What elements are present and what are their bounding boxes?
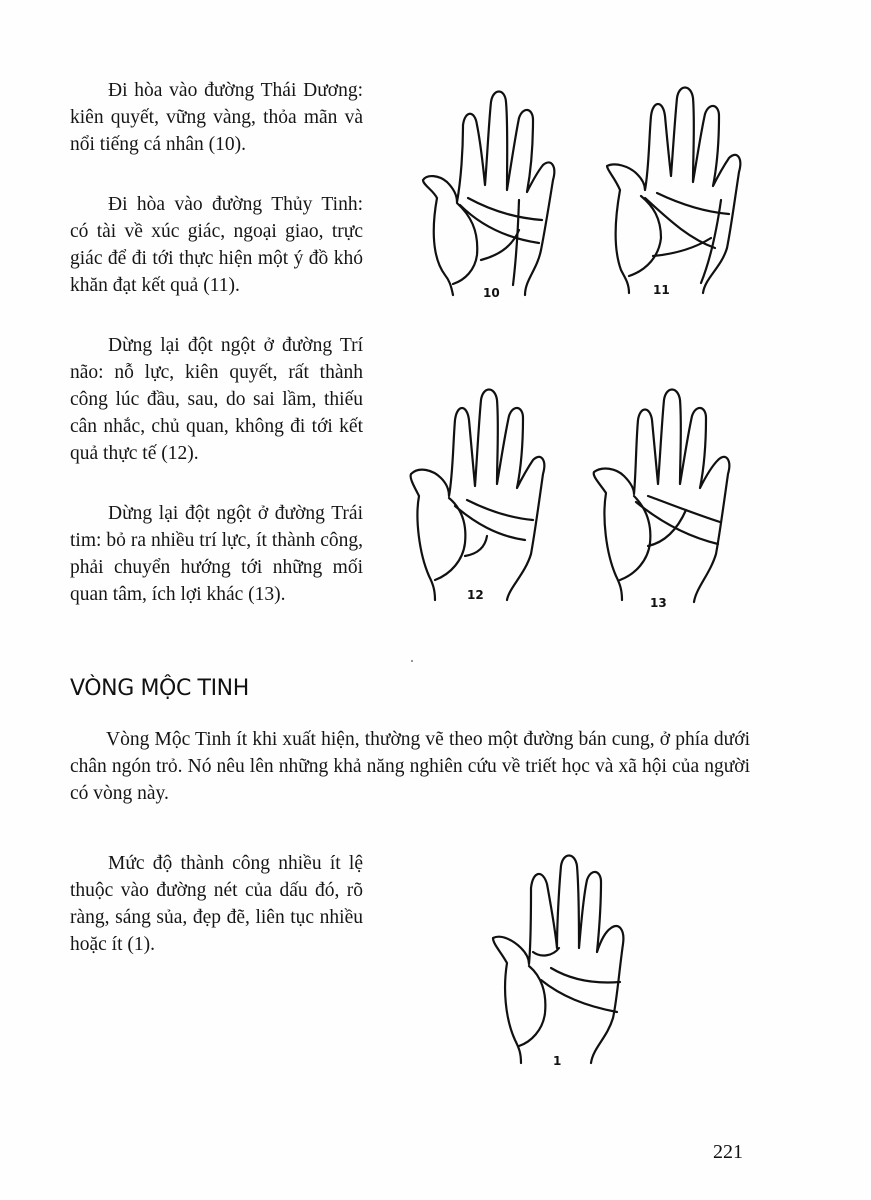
- section-heading: VÒNG MỘC TINH: [70, 676, 249, 701]
- paragraph-text: Dừng lại đột ngột ở đường Trí não: nỗ lực, kiên quyết, rất thành công lúc đầu, sau, do sai lầm, thiếu cân nhắc, chủ quan, không đi tới kết quả thực tế (12).: [70, 335, 363, 464]
- figure-label: 1: [553, 1054, 562, 1068]
- figure-label: 11: [653, 283, 670, 297]
- hand-drawing-icon: [595, 78, 755, 308]
- hand-drawing-icon: [485, 848, 645, 1078]
- hand-figure-1: [485, 848, 645, 1078]
- hand-drawing-icon: [405, 80, 565, 310]
- paragraph-text: Đi hòa vào đường Thái Dương: kiên quyết, vững vàng, thỏa mãn và nổi tiếng cá nhân (10).: [70, 80, 363, 155]
- hand-figure-12: [405, 378, 565, 618]
- hand-figure-10: [405, 80, 565, 310]
- paragraph-text: Mức độ thành công nhiều ít lệ thuộc vào đường nét của dấu đó, rõ ràng, sáng sủa, đẹp đẽ, liên tục nhiều hoặc ít (1).: [70, 853, 363, 955]
- figure-label: 13: [650, 596, 667, 610]
- paragraph-trai-tim: [70, 500, 363, 608]
- paragraph-text: Dừng lại đột ngột ở đường Trái tim: bỏ ra nhiều trí lực, ít thành công, phải chuyển hướng tới những mối quan tâm, ích lợi khác (13).: [70, 503, 363, 605]
- paragraph-thuy-tinh: [70, 191, 363, 299]
- hand-drawing-icon: [405, 378, 565, 618]
- paragraph-tri-nao: [70, 332, 363, 467]
- hand-figure-11: [595, 78, 755, 308]
- section-intro: [70, 726, 750, 807]
- figure-label: 12: [467, 588, 484, 602]
- paragraph-text: Đi hòa vào đường Thủy Tinh: có tài về xúc giác, ngoại giao, trực giác để đi tới thực hiện một ý đồ khó khăn đạt kết quả (11).: [70, 194, 363, 296]
- paragraph-thai-duong: [70, 77, 363, 158]
- scan-speck: [411, 660, 413, 662]
- section-detail: [70, 850, 363, 958]
- hand-figure-13: [580, 378, 750, 618]
- hand-drawing-icon: [580, 378, 750, 618]
- paragraph-text: Vòng Mộc Tinh ít khi xuất hiện, thường vẽ theo một đường bán cung, ở phía dưới chân ngón trỏ. Nó nêu lên những khả năng nghiên cứu về triết học và xã hội của người có vòng này.: [70, 729, 750, 804]
- figure-label: 10: [483, 286, 500, 300]
- page-number: 221: [713, 1141, 743, 1163]
